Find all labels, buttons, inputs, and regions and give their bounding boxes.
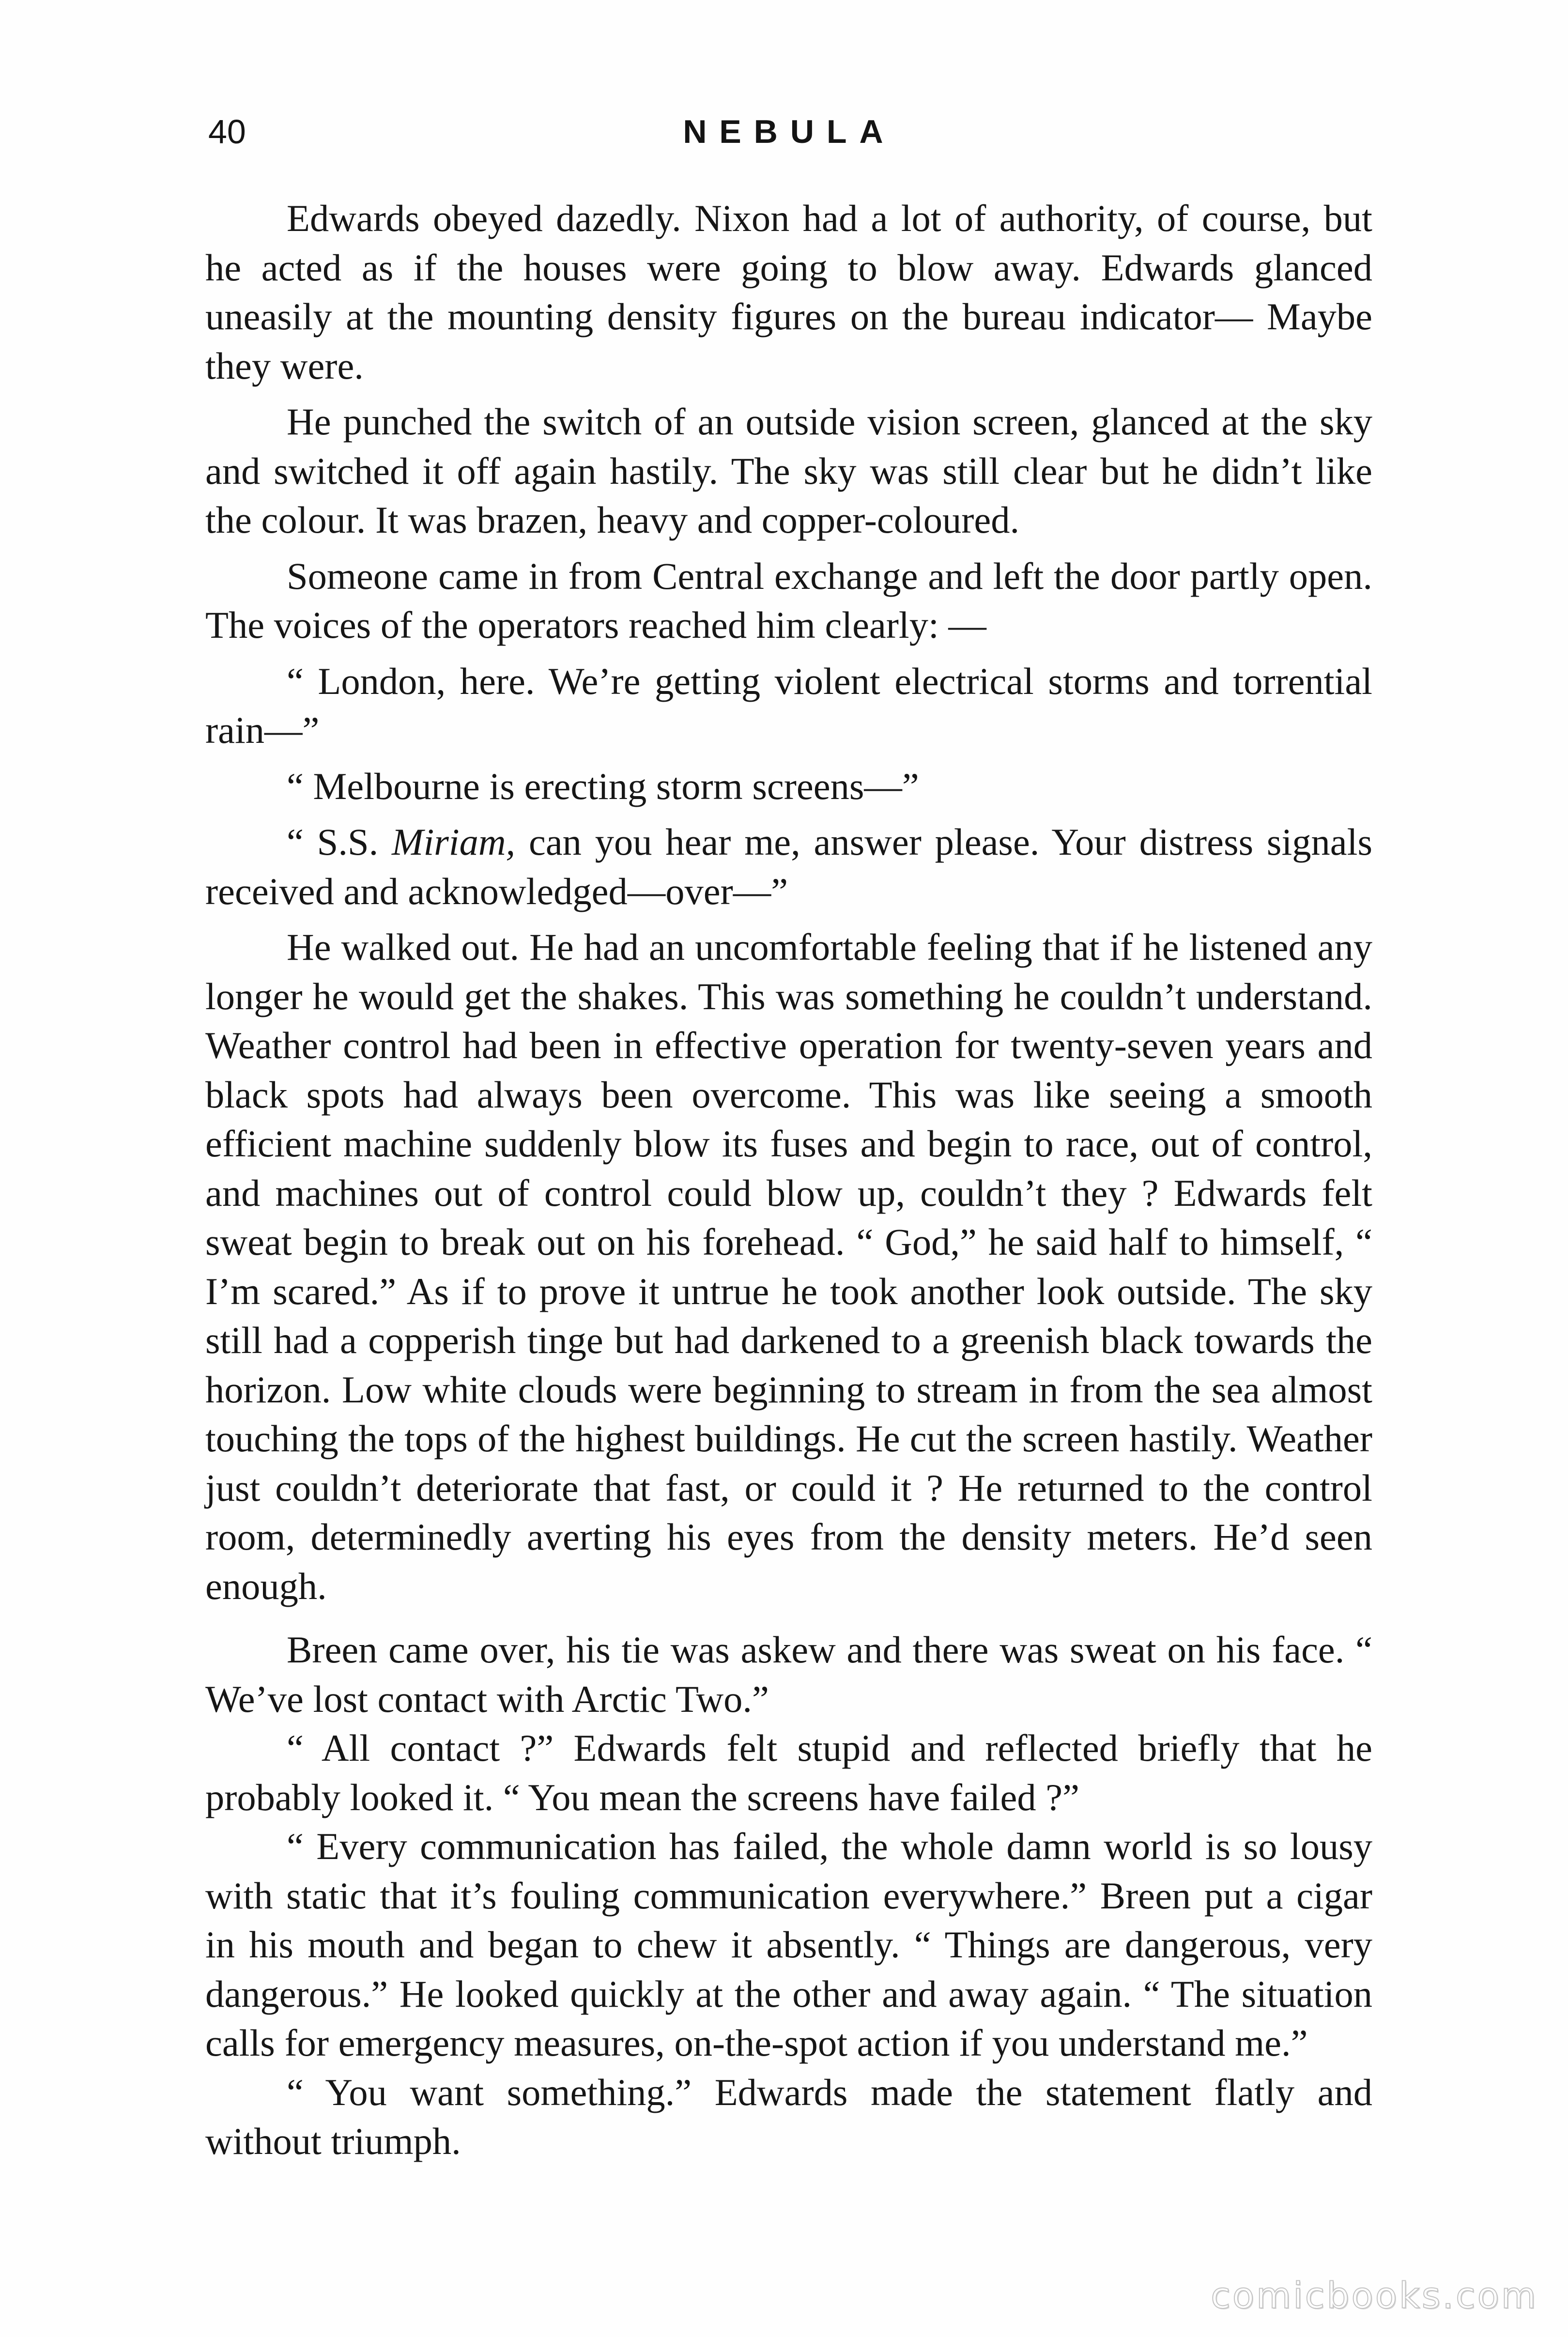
running-title: NEBULA [683,113,896,150]
page-number: 40 [208,113,246,151]
paragraph-breen: Breen came over, his tie was askew and there was sweat on his face. “ We’ve lost contact with Arctic Two.” [205,1629,1372,1720]
dialogue-ss-miriam [205,817,1372,916]
page-header [208,108,1370,166]
paragraph-3: Someone came in from Central exchange and left the door partly open. The voices of the operators reached him clearly: — [205,554,1372,646]
paragraph-1: Edwards obeyed dazedly. Nixon had a lot of authority, of course, but he acted as if the houses were going to blow away. Edwards glanced uneasily at the mounting density figures on the bureau indicator— Maybe they were. [205,197,1372,387]
dialogue-london: “ London, here. We’re getting violent electrical storms and torrential rain—” [205,660,1372,751]
dialogue-ss-miriam-rest: can you hear me, answer please. Your distress signals received and acknowledged—over—” [205,821,1372,912]
paragraph-walked-out: He walked out. He had an uncomfortable feeling that if he listened any longer he would get the shakes. This was something he couldn’t understand. Weather control had been in effective operation for twenty-seven years and black spots had always been overcome. This was like seeing a smooth efficient machine suddenly blow its fuses and begin to race, out of control, and machines out of control could blow up, couldn’t they ? Edwards felt sweat begin to break out on his forehead. “ God,” he said half to himself, “ I’m scared.” As if to prove it untrue he took another look outside. The sky still had a copperish tinge but had darkened to a greenish black towards the horizon. Low white clouds were beginning to stream in from the sea almost touching the tops of the highest buildings. He cut the screen hastily. Weather just couldn’t deteriorate that fast, or could it ? He returned to the control room, determinedly averting his eyes from the density meters. He’d seen enough. [205,926,1372,1607]
paragraph-2: He punched the switch of an outside vision screen, glanced at the sky and switched it off again hastily. The sky was still clear but he didn’t like the colour. It was brazen, heavy and copper-coloured. [205,400,1372,541]
dialogue-every-communication: “ Every communication has failed, the whole damn world is so lousy with static that it’s fouling communication everywhere.” Breen put a cigar in his mouth and began to chew it absently. “ Things are dangerous, very dangerous.” He looked quickly at the other and away again. “ The situation calls for emergency measures, on-the-spot action if you understand me.” [205,1825,1372,2064]
dialogue-you-want-something: “ You want something.” Edwards made the statement flatly and without triumph. [205,2071,1372,2162]
dialogue-ss-miriam-prefix: “ S.S. [287,821,392,863]
story-text [205,194,1372,2166]
ship-name: Miriam, [392,821,516,863]
dialogue-melbourne: “ Melbourne is erecting storm screens—” [287,765,919,807]
watermark: comicbooks.com [1211,2275,1538,2317]
dialogue-all-contact: “ All contact ?” Edwards felt stupid and reflected briefly that he probably looked it. “ You mean the screens have failed ?” [205,1727,1372,1818]
